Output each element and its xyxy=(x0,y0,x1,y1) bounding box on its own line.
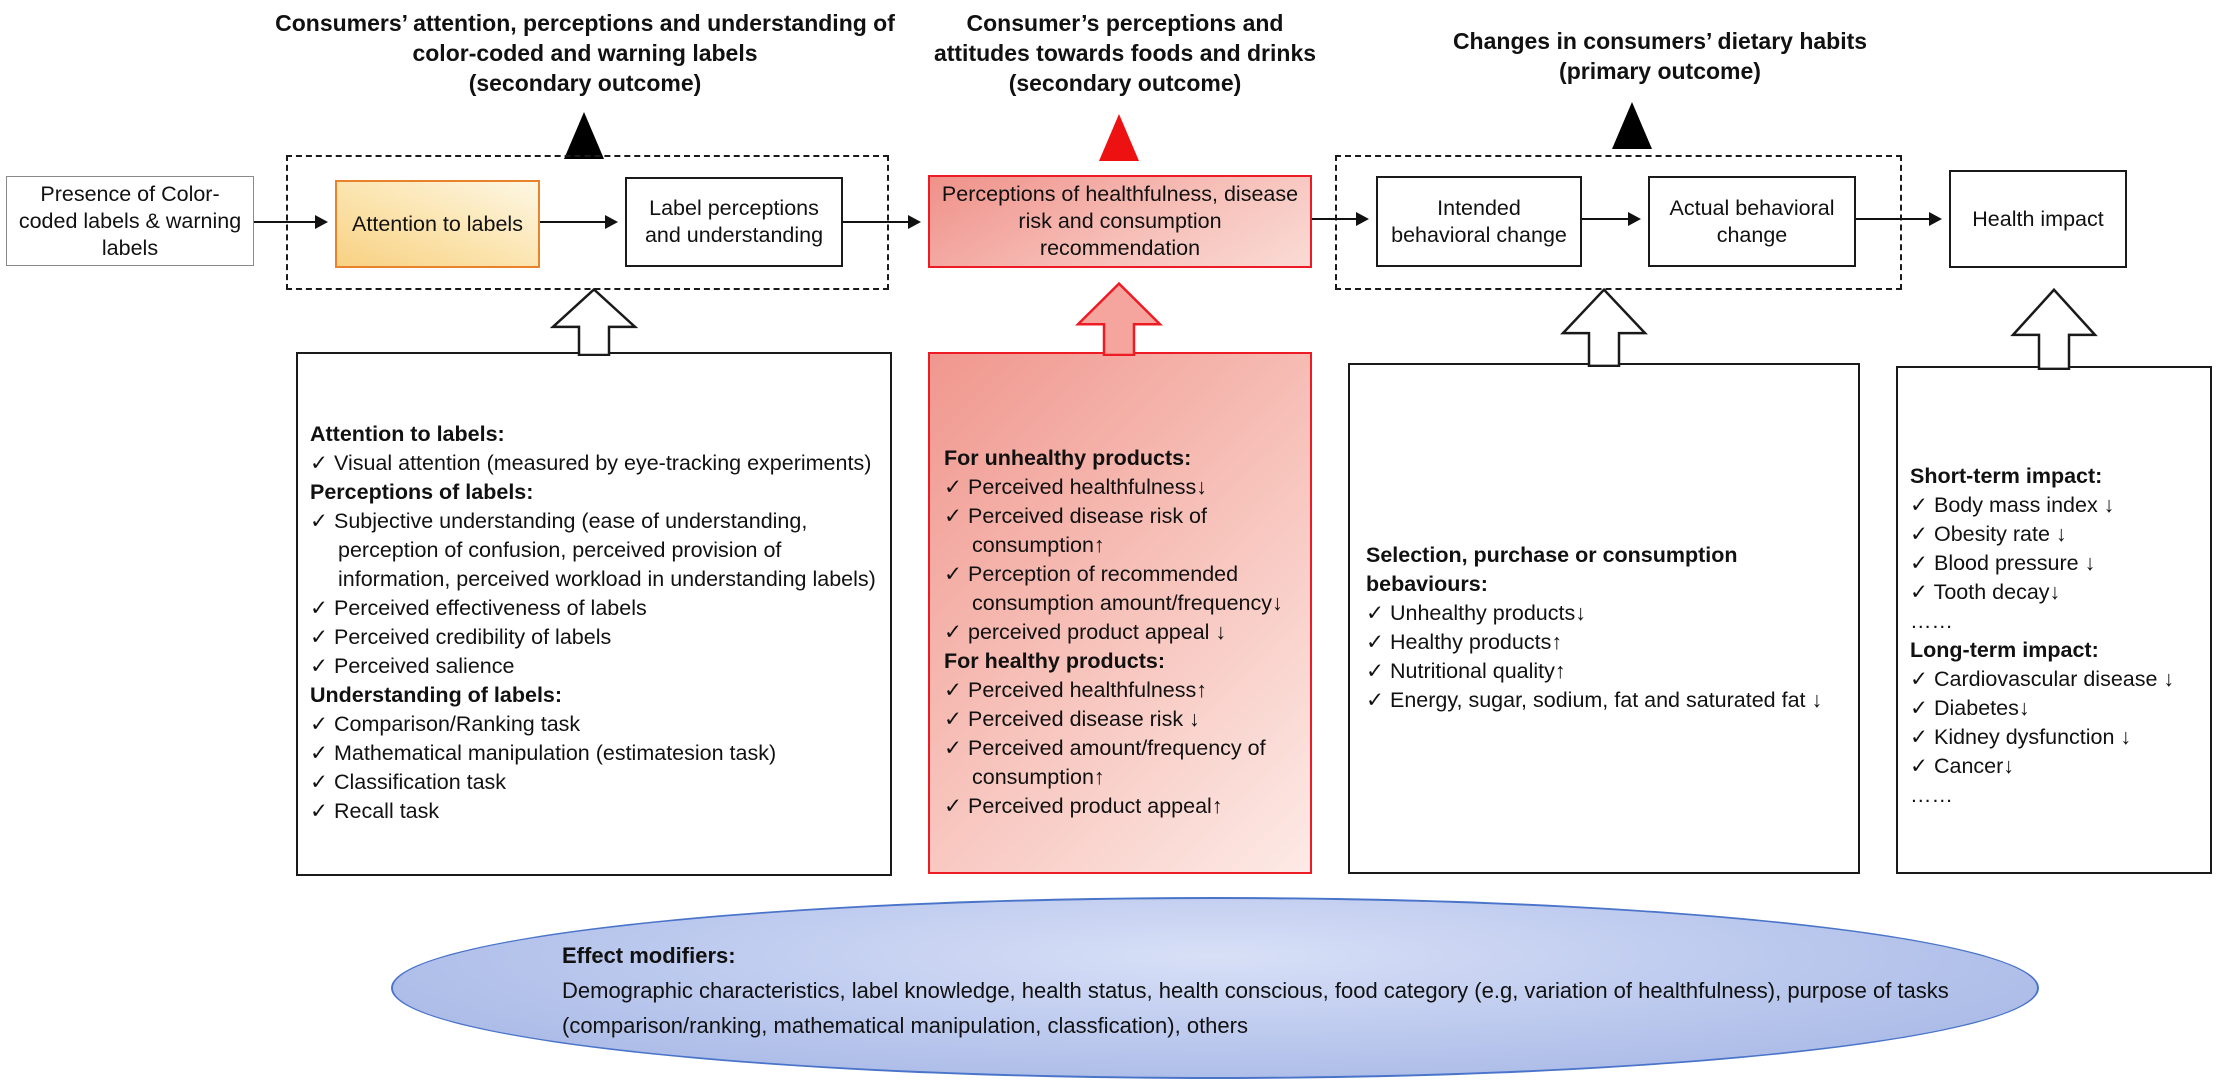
panel-item: ✓ Obesity rate ↓ xyxy=(1910,522,2067,546)
box-label: Health impact xyxy=(1972,206,2104,231)
panel-item: ✓ Perceived healthfulness↓ xyxy=(944,475,1208,499)
panel-item: ✓ perceived product appeal ↓ xyxy=(944,620,1227,644)
block-arrow-up-perceptions xyxy=(1075,282,1163,356)
panel-item: ✓ Comparison/Ranking task xyxy=(310,712,581,736)
effect-modifiers-heading: Effect modifiers: xyxy=(562,943,736,968)
panel-item: ✓ Subjective understanding (ease of understanding, perception of confusion, perceived provision of information, perceived workload in understanding labels) xyxy=(310,509,876,591)
header-line: (primary outcome) xyxy=(1559,58,1761,84)
panel-item: ✓ Energy, sugar, sodium, fat and saturated fat ↓ xyxy=(1366,688,1823,712)
panel-labels-detail xyxy=(296,352,892,876)
box-actual-change xyxy=(1648,176,1856,267)
panel-item: ✓ Perceived healthfulness↑ xyxy=(944,678,1208,702)
header-line: attitudes towards foods and drinks xyxy=(933,40,1317,66)
panel-item: ✓ Perceived amount/frequency of consumption↑ xyxy=(944,736,1266,789)
header-line: Consumers’ attention, perceptions and understanding of xyxy=(275,10,895,36)
panel-item: ✓ Cardiovascular disease ↓ xyxy=(1910,667,2175,691)
panel-item: ✓ Kidney dysfunction ↓ xyxy=(1910,725,2132,749)
panel-item: ✓ Perceived disease risk ↓ xyxy=(944,707,1200,731)
header-perceptions-outcome xyxy=(870,8,1380,98)
box-label: Attention to labels xyxy=(352,211,523,236)
panel-ellipsis: …… xyxy=(1910,783,1953,807)
effect-modifiers-body: Demographic characteristics, label knowledge, health status, health conscious, food category (e.g, variation of healthfulness), purpose of tasks (comparison/ranking, mathematical manipulation, classfication), others xyxy=(562,978,1949,1038)
panel-item: ✓ Mathematical manipulation (estimatesion task) xyxy=(310,741,777,765)
header-line: color-coded and warning labels xyxy=(412,40,758,66)
panel-item: ✓ Perception of recommended consumption amount/frequency↓ xyxy=(944,562,1283,615)
block-arrow-up-impact xyxy=(2010,288,2098,370)
panel-impact-detail xyxy=(1896,366,2212,874)
box-attention-to-labels xyxy=(335,180,540,268)
arrow-actual-to-health xyxy=(1856,218,1938,220)
solid-up-triangle-black-icon xyxy=(1612,102,1652,149)
panel-perceptions-detail xyxy=(928,352,1312,874)
box-health-impact xyxy=(1949,170,2127,268)
header-labels-outcome xyxy=(205,8,965,98)
header-line: (secondary outcome) xyxy=(468,70,702,96)
panel-item: ✓ Blood pressure ↓ xyxy=(1910,551,2096,575)
header-dietary-outcome xyxy=(1400,26,1920,86)
arrow-red-to-intended xyxy=(1312,218,1365,220)
solid-up-triangle-red-icon xyxy=(1099,114,1139,161)
panel-item: ✓ Perceived credibility of labels xyxy=(310,625,612,649)
arrow-perceptions-to-red xyxy=(843,221,917,223)
panel-item: ✓ Nutritional quality↑ xyxy=(1366,659,1566,683)
panel-item: ✓ Classification task xyxy=(310,770,507,794)
solid-up-triangle-black-icon xyxy=(564,112,604,159)
box-label: Actual behavioral change xyxy=(1669,195,1835,247)
panel-heading: Short-term impact: xyxy=(1910,464,2103,488)
panel-behaviours-detail xyxy=(1348,363,1860,874)
box-label: Intended behavioral change xyxy=(1391,195,1567,247)
panel-item: ✓ Diabetes↓ xyxy=(1910,696,2030,720)
panel-item: ✓ Tooth decay↓ xyxy=(1910,580,2061,604)
effect-modifiers-text xyxy=(562,938,1957,1043)
box-label: Perceptions of healthfulness, disease risk and consumption recommendation xyxy=(941,182,1299,260)
header-line: Consumer’s perceptions and xyxy=(966,10,1284,36)
box-perceptions-healthfulness xyxy=(928,175,1312,268)
panel-item: ✓ Unhealthy products↓ xyxy=(1366,601,1586,625)
panel-heading: For healthy products: xyxy=(944,649,1165,673)
panel-heading: Understanding of labels: xyxy=(310,683,563,707)
box-presence-of-labels xyxy=(6,176,254,266)
panel-heading: Perceptions of labels: xyxy=(310,480,534,504)
box-label: Label perceptions and understanding xyxy=(644,196,824,247)
panel-heading: Selection, purchase or consumption xyxy=(1366,543,1738,567)
panel-heading: Attention to labels: xyxy=(310,422,505,446)
panel-heading: Long-term impact: xyxy=(1910,638,2099,662)
header-line: Changes in consumers’ dietary habits xyxy=(1452,28,1868,54)
panel-ellipsis: …… xyxy=(1910,609,1953,633)
panel-heading: bebaviours: xyxy=(1366,572,1488,596)
panel-item: ✓ Cancer↓ xyxy=(1910,754,2015,778)
header-line: (secondary outcome) xyxy=(1008,70,1242,96)
panel-item: ✓ Recall task xyxy=(310,799,440,823)
arrow-source-to-attention xyxy=(254,221,324,223)
panel-item: ✓ Perceived salience xyxy=(310,654,515,678)
box-label: Presence of Color-coded labels & warning labels xyxy=(18,181,242,260)
panel-item: ✓ Body mass index ↓ xyxy=(1910,493,2115,517)
panel-item: ✓ Perceived effectiveness of labels xyxy=(310,596,647,620)
block-arrow-up-labels xyxy=(550,288,638,356)
panel-item: ✓ Visual attention (measured by eye-tracking experiments) xyxy=(310,451,872,475)
panel-item: ✓ Perceived disease risk of consumption↑ xyxy=(944,504,1207,557)
block-arrow-up-behaviours xyxy=(1560,288,1648,367)
panel-item: ✓ Perceived product appeal↑ xyxy=(944,794,1223,818)
panel-item: ✓ Healthy products↑ xyxy=(1366,630,1563,654)
panel-heading: For unhealthy products: xyxy=(944,446,1192,470)
box-label-perceptions xyxy=(625,177,843,267)
box-intended-change xyxy=(1376,176,1582,267)
arrow-intended-to-actual xyxy=(1582,218,1637,220)
arrow-attention-to-perceptions xyxy=(540,221,614,223)
